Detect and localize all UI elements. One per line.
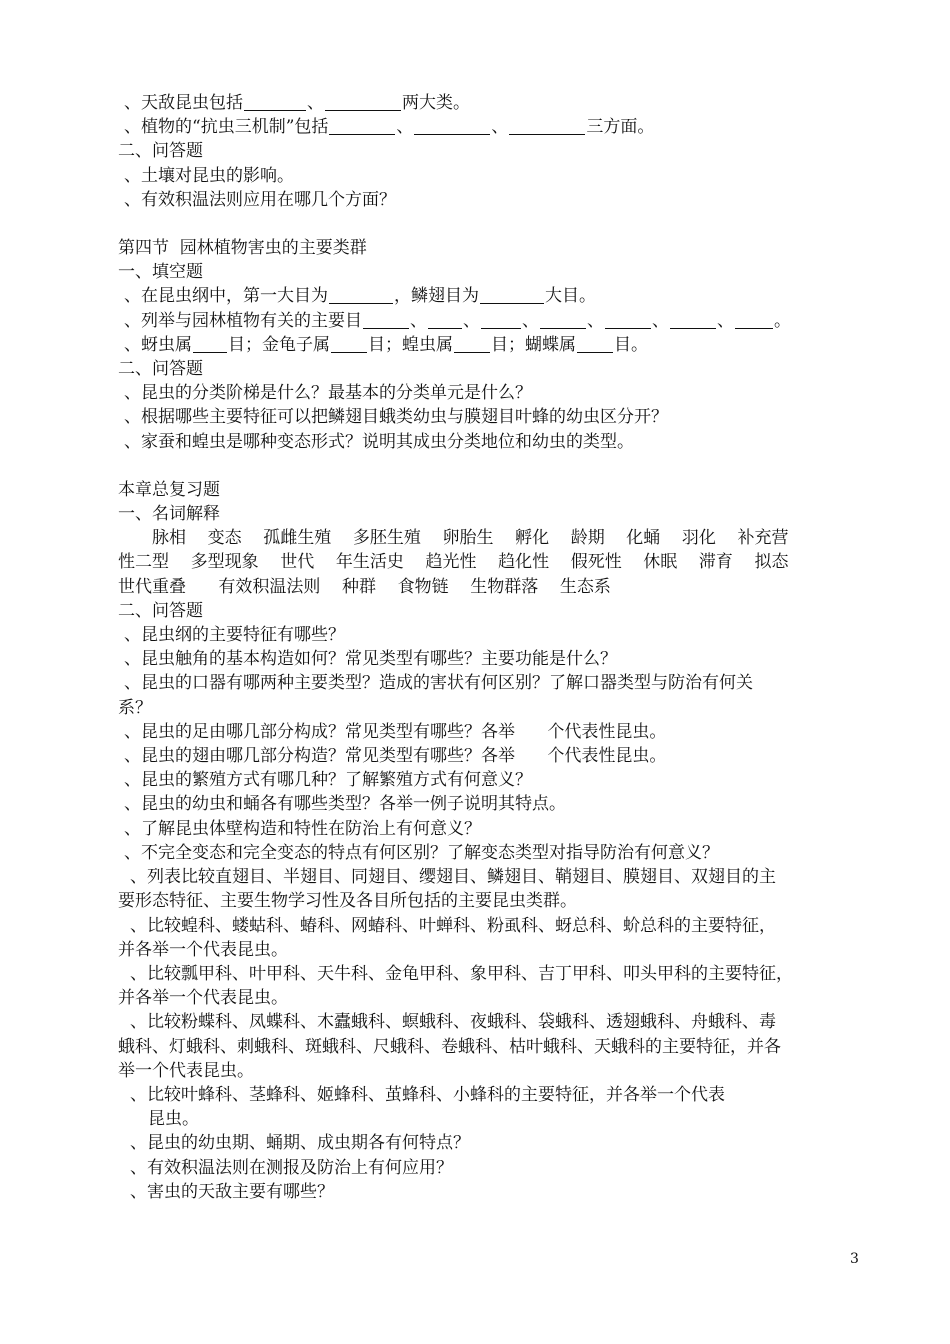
answer-blank[interactable] — [670, 311, 716, 329]
question-item: 、昆虫的分类阶梯是什么？最基本的分类单元是什么？ — [124, 383, 532, 404]
spacer — [118, 212, 860, 236]
answer-blank[interactable] — [244, 93, 306, 111]
page-content — [118, 91, 860, 1204]
fill-item-natural-enemies: 、天敌昆虫包括 、 两大类。 — [124, 93, 470, 113]
section-title: 第四节 园林植物害虫的主要类群 — [118, 238, 367, 259]
answer-blank[interactable] — [331, 335, 367, 353]
question-item: 、有效积温法则应用在哪几个方面？ — [124, 189, 396, 210]
fill-item-insect-orders: 、蚜虫属 目；金龟子属 目；蝗虫属 目；蝴蝶属 目。 — [124, 334, 648, 355]
question-item: 、有效积温法则在测报及防治上有何应用？ — [130, 1157, 453, 1178]
answer-blank[interactable] — [481, 311, 521, 329]
question-item: 、昆虫的足由哪几部分构成？常见类型有哪些？各举 个代表性昆虫。 — [124, 721, 667, 742]
question-item: 、昆虫的幼虫期、蛹期、成虫期各有何特点？ — [130, 1133, 470, 1154]
question-item: 、比较蝗科、蝼蛄科、蝽科、网蝽科、叶蝉科、粉虱科、蚜总科、蚧总科的主要特征， — [130, 915, 776, 936]
answer-blank[interactable] — [735, 311, 773, 329]
answer-blank[interactable] — [329, 286, 393, 304]
question-item-continued: 举一个代表昆虫。 — [118, 1060, 254, 1081]
question-item: 、昆虫触角的基本构造如何？常见类型有哪些？主要功能是什么？ — [124, 649, 617, 670]
section-heading-qa: 二、问答题 — [118, 600, 203, 621]
question-item: 、了解昆虫体壁构造和特性在防治上有何意义？ — [124, 818, 481, 839]
question-item-continued: 系？ — [118, 697, 152, 718]
question-item: 、昆虫纲的主要特征有哪些？ — [124, 625, 345, 646]
question-item-continued: 要形态特征、主要生物学习性及各目所包括的主要昆虫类群。 — [118, 891, 577, 912]
answer-blank[interactable] — [577, 335, 613, 353]
section-heading-terms: 一、名词解释 — [118, 504, 220, 525]
question-item: 、土壤对昆虫的影响。 — [124, 165, 294, 186]
answer-blank[interactable] — [428, 311, 462, 329]
answer-blank[interactable] — [363, 311, 409, 329]
question-item-continued: 并各举一个代表昆虫。 — [118, 939, 288, 960]
answer-blank[interactable] — [605, 311, 651, 329]
question-item: 、不完全变态和完全变态的特点有何区别？了解变态类型对指导防治有何意义？ — [124, 842, 719, 863]
question-item-continued: 昆虫。 — [148, 1109, 199, 1130]
answer-blank[interactable] — [509, 117, 585, 135]
section-heading-qa: 二、问答题 — [118, 359, 203, 380]
question-item: 、昆虫的翅由哪几部分构造？常见类型有哪些？各举 个代表性昆虫。 — [124, 746, 667, 767]
fill-item-largest-order: 、在昆虫纲中，第一大目为 ，鳞翅目为 大目。 — [124, 286, 596, 307]
answer-blank[interactable] — [193, 335, 227, 353]
question-item: 、比较粉蝶科、凤蝶科、木蠹蛾科、螟蛾科、夜蛾科、袋蛾科、透翅蛾科、舟蛾科、毒 — [130, 1012, 776, 1033]
spacer — [118, 454, 860, 478]
question-item: 、害虫的天敌主要有哪些？ — [130, 1181, 334, 1202]
review-title: 本章总复习题 — [118, 479, 220, 500]
question-item: 、比较叶蜂科、茎蜂科、姬蜂科、茧蜂科、小蜂科的主要特征，并各举一个代表 — [130, 1084, 725, 1105]
answer-blank[interactable] — [329, 117, 395, 135]
answer-blank[interactable] — [325, 93, 401, 111]
answer-blank[interactable] — [454, 335, 490, 353]
question-item: 、昆虫的繁殖方式有哪几种？了解繁殖方式有何意义？ — [124, 770, 532, 791]
answer-blank[interactable] — [480, 286, 544, 304]
question-item: 、昆虫的幼虫和蛹各有哪些类型？各举一例子说明其特点。 — [124, 794, 566, 815]
terms-line: 脉相 变态 孤雌生殖 多胚生殖 卵胎生 孵化 龄期 化蛹 羽化 补充营 — [152, 528, 789, 549]
question-item: 、比较瓢甲科、叶甲科、天牛科、金龟甲科、象甲科、吉丁甲科、叩头甲科的主要特征， — [130, 963, 793, 984]
question-item: 、家蚕和蝗虫是哪种变态形式？说明其成虫分类地位和幼虫的类型。 — [124, 431, 634, 452]
question-item-continued: 蛾科、灯蛾科、刺蛾科、斑蛾科、尺蛾科、卷蛾科、枯叶蛾科、天蛾科的主要特征，并各 — [118, 1036, 781, 1057]
fill-item-main-orders: 、列举与园林植物有关的主要目 、 、 、 、 、 、 。 — [124, 310, 791, 331]
question-item: 、列表比较直翅目、半翅目、同翅目、缨翅目、鳞翅目、鞘翅目、膜翅目、双翅目的主 — [130, 867, 776, 888]
section-heading-qa: 二、问答题 — [118, 141, 203, 162]
answer-blank[interactable] — [414, 117, 490, 135]
section-heading-fill: 一、填空题 — [118, 262, 203, 283]
fill-item-resistance-mechanisms: 、植物的“抗虫三机制”包括 、 、 三方面。 — [124, 117, 655, 138]
terms-line: 世代重叠 有效积温法则 种群 食物链 生物群落 生态系 — [118, 576, 611, 597]
terms-line: 性二型 多型现象 世代 年生活史 趋光性 趋化性 假死性 休眠 滞育 拟态 — [118, 552, 789, 573]
question-item: 、昆虫的口器有哪两种主要类型？造成的害状有何区别？了解口器类型与防治有何关 — [124, 673, 753, 694]
page-number: 3 — [850, 1251, 859, 1267]
question-item: 、根据哪些主要特征可以把鳞翅目蛾类幼虫与膜翅目叶蜂的幼虫区分开？ — [124, 407, 668, 428]
answer-blank[interactable] — [540, 311, 586, 329]
question-item-continued: 并各举一个代表昆虫。 — [118, 988, 288, 1009]
